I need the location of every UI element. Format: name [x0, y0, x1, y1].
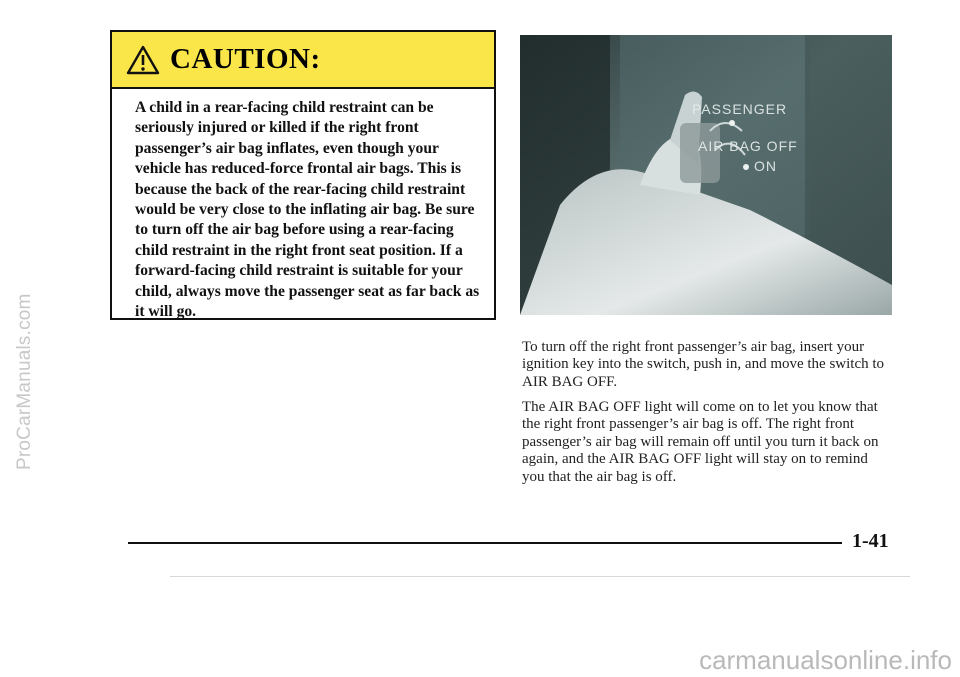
instruction-paragraph-2: The AIR BAG OFF light will come on to let you know that the right front passenger’s air bag is off. The right front passenger’s air bag will remain off until you turn it back on again, and the AIR BAG OFF light will stay on to remind you that the air bag is off. [522, 399, 879, 485]
footer-rule [128, 542, 842, 544]
side-watermark: ProCarManuals.com [14, 293, 35, 470]
page-number: 1-41 [852, 530, 889, 552]
caution-box [110, 30, 496, 320]
on-label: ON [754, 158, 777, 174]
passenger-label: PASSENGER [692, 101, 788, 117]
caution-title: CAUTION: [170, 43, 321, 75]
photo-illustration [520, 35, 892, 315]
faint-bottom-rule [170, 576, 910, 577]
caution-text: A child in a rear-facing child restraint can be seriously injured or killed if the right front passenger’s air bag inflates, even though your vehicle has reduced-force frontal air bags. This is because the back of the rear-facing child restraint would be very close to the inflating air bag. Be sure to turn off the air bag before using a rear-facing child restraint in the right front seat position. If a forward-facing child restraint is suitable for your child, always move the passenger seat as far back as it will go. [135, 99, 480, 321]
instruction-paragraph-1: To turn off the right front passenger’s air bag, insert your ignition key into the switch, push in, and move the switch to AIR BAG OFF. [522, 339, 885, 390]
airbag-switch-photo [520, 35, 892, 315]
warning-triangle-icon [126, 45, 160, 75]
air-bag-off-label: AIR BAG OFF [698, 138, 798, 154]
caution-header [112, 32, 494, 89]
bottom-watermark: carmanualsonline.info [699, 645, 952, 675]
